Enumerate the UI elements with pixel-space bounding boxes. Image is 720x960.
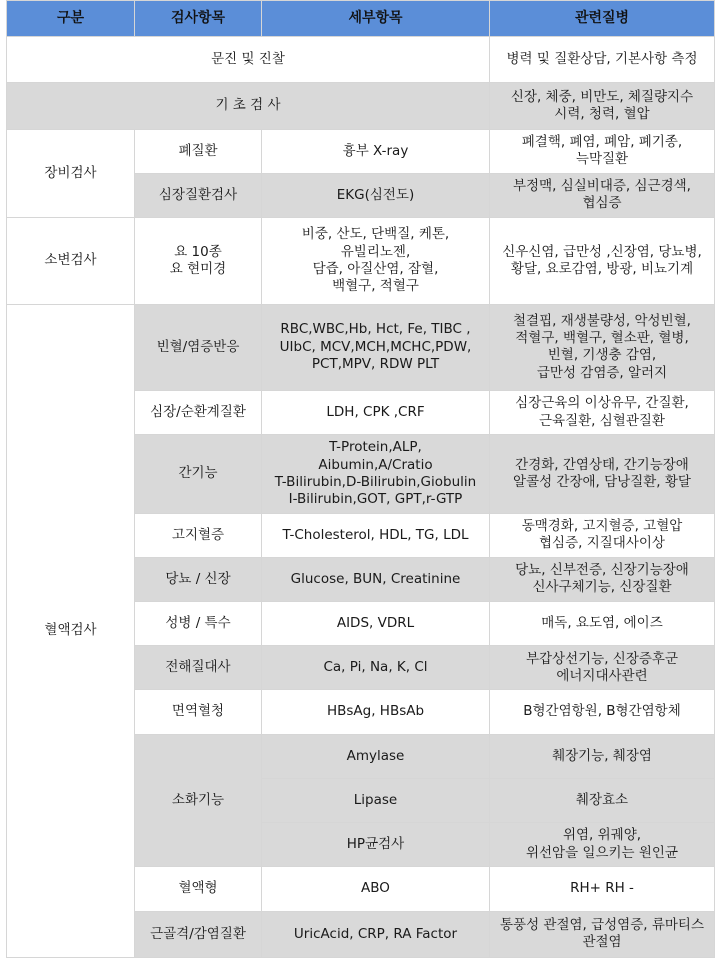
detail-urine-line: 백혈구, 적혈구 bbox=[332, 278, 419, 295]
detail-liver-line: I-Bilirubin,GOT, GPT,r-GTP bbox=[288, 491, 463, 508]
exam-lung bbox=[135, 129, 262, 173]
exam-anemia bbox=[135, 304, 262, 390]
detail-lipid bbox=[262, 513, 490, 557]
exam-bloodtype-line: 혈액형 bbox=[178, 880, 218, 897]
exam-bloodtype bbox=[135, 867, 262, 911]
detail-anemia-line: RBC,WBC,Hb, Hct, Fe, TIBC , bbox=[280, 321, 471, 338]
detail-bloodtype bbox=[262, 867, 490, 911]
disease-hp bbox=[490, 823, 715, 867]
exam-cardio-line: 심장/순환계질환 bbox=[150, 403, 246, 420]
detail-urine-line: 비중, 산도, 단백질, 케톤, bbox=[301, 226, 450, 243]
basic-disease-line: 신장, 체중, 비만도, 체질량지수 bbox=[510, 88, 694, 105]
detail-musculo bbox=[262, 911, 490, 957]
detail-liver bbox=[262, 435, 490, 513]
disease-heart bbox=[490, 173, 715, 217]
detail-immune bbox=[262, 690, 490, 734]
detail-hp-line: HP균검사 bbox=[346, 836, 405, 853]
disease-std-line: 매독, 요도염, 에이즈 bbox=[541, 615, 663, 631]
row-equipment-lung bbox=[7, 129, 715, 173]
exam-digestion bbox=[135, 734, 262, 867]
header-detail-item: 세부항목 bbox=[262, 1, 490, 37]
category-urine: 소변검사 bbox=[7, 218, 135, 304]
disease-lung bbox=[490, 129, 715, 173]
detail-amylase-line: Amylase bbox=[346, 747, 405, 764]
detail-lipase bbox=[262, 778, 490, 822]
header-exam-item: 검사항목 bbox=[135, 1, 262, 37]
disease-anemia-line: 적혈구, 백혈구, 혈소판, 혈병, bbox=[515, 329, 689, 346]
detail-std-line: AIDS, VDRL bbox=[336, 615, 415, 631]
header-category: 구분 bbox=[7, 1, 135, 37]
health-checkup-table-container bbox=[6, 0, 714, 958]
detail-liver-line: T-Bilirubin,D-Bilirubin,Giobulin bbox=[274, 473, 477, 490]
exam-anemia-line: 빈혈/염증반응 bbox=[156, 338, 240, 355]
disease-diabetes-line: 당뇨, 신부전증, 신장기능장애 bbox=[515, 562, 689, 579]
exam-lung-line: 폐질환 bbox=[178, 142, 218, 159]
detail-liver-line: T-Protein,ALP, bbox=[329, 439, 422, 456]
exam-immune-line: 면역혈청 bbox=[171, 703, 225, 720]
disease-amylase bbox=[490, 734, 715, 778]
disease-diabetes-line: 신사구체기능, 신장질환 bbox=[532, 579, 672, 596]
header-related-disease: 관련질병 bbox=[490, 1, 715, 37]
disease-diabetes bbox=[490, 557, 715, 601]
detail-liver-line: Aibumin,A/Cratio bbox=[318, 456, 433, 473]
disease-musculo bbox=[490, 911, 715, 957]
exam-urine-line: 요 현미경 bbox=[169, 260, 227, 277]
exam-liver bbox=[135, 435, 262, 513]
disease-anemia-line: 급만성 감염증, 알러지 bbox=[536, 364, 668, 381]
exam-diabetes-line: 당뇨 / 신장 bbox=[165, 570, 231, 587]
disease-urine bbox=[490, 218, 715, 304]
disease-hp-line: 위선암을 일으키는 원인균 bbox=[525, 844, 679, 861]
detail-urine bbox=[262, 218, 490, 304]
exam-heart-line: 심장질환검사 bbox=[158, 186, 238, 203]
disease-bloodtype-line: RH+ RH - bbox=[570, 880, 634, 897]
detail-anemia-line: PCT,MPV, RDW PLT bbox=[311, 355, 440, 372]
detail-lung bbox=[262, 129, 490, 173]
exam-heart bbox=[135, 173, 262, 217]
disease-immune-line: B형간염항원, B형간염항체 bbox=[523, 703, 681, 720]
disease-liver-line: 간경화, 간염상태, 간기능장애 bbox=[515, 456, 689, 473]
disease-liver-line: 알콜성 간장애, 담낭질환, 황달 bbox=[513, 473, 691, 490]
detail-std bbox=[262, 602, 490, 646]
exam-electrolyte bbox=[135, 646, 262, 690]
category-blood: 혈액검사 bbox=[7, 304, 135, 957]
disease-urine-line: 신우신염, 급만성 ,신장염, 당뇨병, bbox=[502, 243, 702, 260]
detail-lipid-line: T-Cholesterol, HDL, TG, LDL bbox=[282, 526, 469, 543]
detail-heart bbox=[262, 173, 490, 217]
disease-musculo-line: 통풍성 관절염, 급성염증, 류마티스 bbox=[499, 917, 705, 934]
disease-anemia-line: 철결핍, 재생불량성, 악성빈혈, bbox=[513, 312, 691, 329]
detail-lung-line: 흉부 X-ray bbox=[342, 142, 409, 159]
row-blood-anemia bbox=[7, 304, 715, 390]
detail-amylase bbox=[262, 734, 490, 778]
exam-lipid-line: 고지혈증 bbox=[171, 526, 225, 543]
disease-lipase-line: 췌장효소 bbox=[575, 791, 629, 808]
exam-diabetes bbox=[135, 557, 262, 601]
disease-electrolyte bbox=[490, 646, 715, 690]
health-checkup-table bbox=[6, 0, 715, 958]
disease-heart-line: 부정맥, 심실비대증, 심근경색, bbox=[513, 178, 691, 195]
exam-immune bbox=[135, 690, 262, 734]
detail-electrolyte-line: Ca, Pi, Na, K, Cl bbox=[323, 659, 428, 676]
disease-lipid-line: 협심증, 지질대사이상 bbox=[539, 535, 665, 552]
detail-cardio bbox=[262, 390, 490, 434]
detail-diabetes-line: Glucose, BUN, Creatinine bbox=[290, 570, 461, 587]
interview-disease-line: 병력 및 질환상담, 기본사항 측정 bbox=[506, 51, 698, 68]
disease-cardio-line: 근육질환, 심혈관질환 bbox=[539, 412, 665, 429]
exam-lipid bbox=[135, 513, 262, 557]
exam-std-line: 성병 / 특수 bbox=[165, 615, 231, 631]
detail-anemia-line: UIbC, MCV,MCH,MCHC,PDW, bbox=[279, 338, 472, 355]
table-header-row bbox=[7, 1, 715, 37]
detail-heart-line: EKG(심전도) bbox=[336, 186, 415, 203]
detail-anemia bbox=[262, 304, 490, 390]
disease-amylase-line: 췌장기능, 췌장염 bbox=[552, 747, 652, 764]
disease-anemia-line: 빈혈, 기생충 감염, bbox=[547, 347, 657, 364]
detail-urine-line: 유빌리노젠, bbox=[340, 243, 411, 260]
disease-anemia bbox=[490, 304, 715, 390]
exam-urine bbox=[135, 218, 262, 304]
interview-disease bbox=[490, 37, 715, 83]
disease-musculo-line: 관절염 bbox=[582, 934, 622, 951]
disease-cardio-line: 심장근육의 이상유무, 간질환, bbox=[515, 395, 689, 412]
detail-cardio-line: LDH, CPK ,CRF bbox=[326, 403, 425, 420]
basic-disease-line: 시력, 청력, 혈압 bbox=[554, 106, 650, 123]
category-equipment: 장비검사 bbox=[7, 129, 135, 217]
detail-lipase-line: Lipase bbox=[353, 791, 398, 808]
exam-musculo bbox=[135, 911, 262, 957]
disease-std bbox=[490, 602, 715, 646]
disease-hp-line: 위염, 위궤양, bbox=[562, 827, 642, 844]
disease-lung-line: 늑막질환 bbox=[575, 151, 629, 168]
disease-urine-line: 황달, 요로감염, 방광, 비뇨기계 bbox=[510, 260, 694, 277]
disease-immune bbox=[490, 690, 715, 734]
detail-electrolyte bbox=[262, 646, 490, 690]
disease-lipase bbox=[490, 778, 715, 822]
disease-cardio bbox=[490, 390, 715, 434]
disease-bloodtype bbox=[490, 867, 715, 911]
disease-lipid bbox=[490, 513, 715, 557]
row-urine bbox=[7, 218, 715, 304]
disease-electrolyte-line: 부갑상선기능, 신장증후군 bbox=[525, 650, 679, 667]
interview-label: 문진 및 진찰 bbox=[7, 37, 490, 83]
row-interview bbox=[7, 37, 715, 83]
detail-urine-line: 담즙, 아질산염, 잠혈, bbox=[312, 260, 439, 277]
exam-digestion-line: 소화기능 bbox=[171, 791, 225, 808]
detail-hp bbox=[262, 823, 490, 867]
basic-disease bbox=[490, 83, 715, 129]
disease-lung-line: 폐결핵, 폐염, 폐암, 폐기종, bbox=[521, 134, 683, 150]
detail-musculo-line: UricAcid, CRP, RA Factor bbox=[293, 925, 458, 942]
exam-electrolyte-line: 전해질대사 bbox=[165, 659, 231, 676]
exam-cardio bbox=[135, 390, 262, 434]
exam-musculo-line: 근골격/감염질환 bbox=[150, 925, 246, 942]
disease-electrolyte-line: 에너지대사관련 bbox=[556, 667, 648, 684]
disease-liver bbox=[490, 435, 715, 513]
detail-bloodtype-line: ABO bbox=[361, 880, 390, 897]
exam-urine-line: 요 10종 bbox=[174, 243, 222, 260]
detail-immune-line: HBsAg, HBsAb bbox=[326, 703, 425, 720]
basic-label: 기 초 검 사 bbox=[7, 83, 490, 129]
row-basic bbox=[7, 83, 715, 129]
detail-diabetes bbox=[262, 557, 490, 601]
exam-liver-line: 간기능 bbox=[178, 465, 218, 482]
exam-std bbox=[135, 602, 262, 646]
disease-heart-line: 협심증 bbox=[582, 195, 622, 212]
disease-lipid-line: 동맥경화, 고지혈증, 고혈압 bbox=[521, 517, 683, 534]
